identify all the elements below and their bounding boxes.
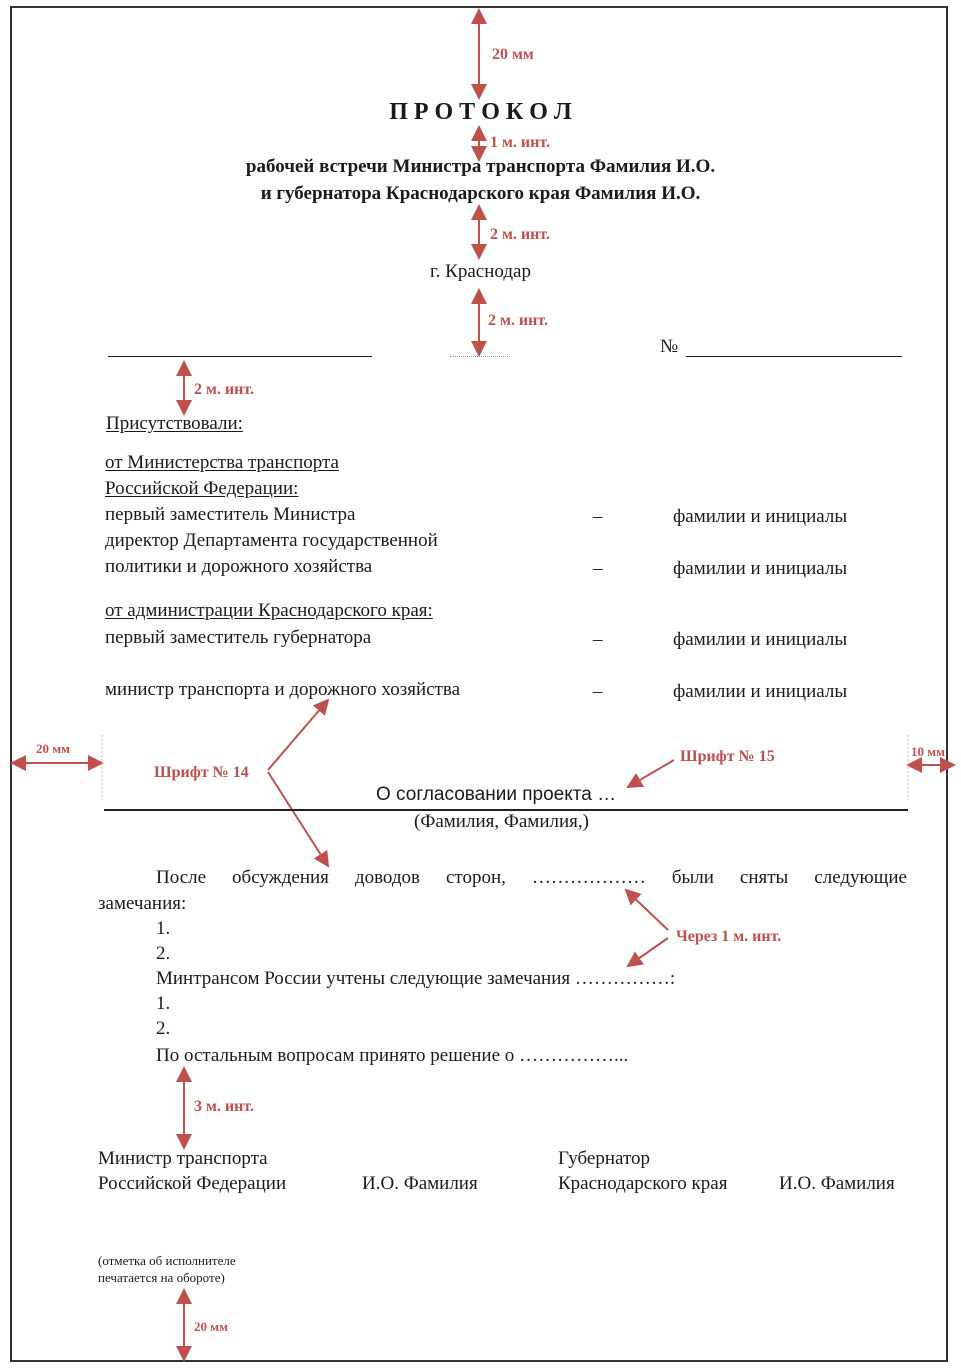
center-dotted-line xyxy=(450,356,510,357)
ministry-row1-title: первый заместитель Министра xyxy=(105,504,356,525)
sign-right-name: И.О. Фамилия xyxy=(779,1173,895,1194)
body-paragraph2: Минтрансом России учтены следующие замечания ……………: xyxy=(156,968,676,989)
region-row1-names: фамилии и инициалы xyxy=(673,629,848,650)
body-paragraph1-line1: После обсуждения доводов сторон, ……………… были сняты следующие xyxy=(156,867,907,888)
list1-item1: 1. xyxy=(156,918,171,939)
annotation-font14: Шрифт № 14 xyxy=(154,764,249,781)
ministry-header-line2: Российской Федерации: xyxy=(105,478,299,499)
executor-note-line2: печатается на обороте) xyxy=(98,1270,225,1285)
ministry-row1-names: фамилии и инициалы xyxy=(673,506,848,527)
executor-note-line1: (отметка об исполнителе xyxy=(98,1253,236,1268)
ministry-row2-names: фамилии и инициалы xyxy=(673,558,848,579)
protocol-title: П Р О Т О К О Л xyxy=(389,99,572,125)
topic-title: О согласовании проекта … xyxy=(376,784,617,805)
list2-item2: 2. xyxy=(156,1018,171,1039)
sign-left-line1: Министр транспорта xyxy=(98,1148,268,1169)
ministry-row2-title-line1: директор Департамента государственной xyxy=(105,530,438,551)
annotation-through-one: Через 1 м. инт. xyxy=(676,928,782,945)
attended-heading: Присутствовали: xyxy=(106,413,243,434)
date-line xyxy=(108,356,372,357)
annotation-font15: Шрифт № 15 xyxy=(680,748,775,765)
region-row1-title: первый заместитель губернатора xyxy=(105,627,372,648)
annotation-two-int-b: 2 м. инт. xyxy=(488,312,548,329)
ministry-row2-dash: – xyxy=(593,558,603,579)
region-header: от администрации Краснодарского края: xyxy=(105,600,433,621)
sign-left-line2: Российской Федерации xyxy=(98,1173,287,1194)
region-row2-title: министр транспорта и дорожного хозяйства xyxy=(105,679,461,700)
annotation-right-margin: 10 мм xyxy=(911,744,945,759)
annotation-three-int: 3 м. инт. xyxy=(194,1098,254,1115)
sign-left-name: И.О. Фамилия xyxy=(362,1173,478,1194)
number-sign: № xyxy=(660,336,679,357)
protocol-subtitle-line2: и губернатора Краснодарского края Фамилия И.О. xyxy=(260,183,701,204)
region-row1-dash: – xyxy=(593,629,603,650)
list2-item1: 1. xyxy=(156,993,171,1014)
region-row2-names: фамилии и инициалы xyxy=(673,681,848,702)
sign-right-line1: Губернатор xyxy=(558,1148,651,1169)
annotation-top-margin: 20 мм xyxy=(492,46,534,63)
annotation-left-margin: 20 мм xyxy=(36,741,70,756)
protocol-subtitle-line1: рабочей встречи Министра транспорта Фамилия И.О. xyxy=(245,156,716,177)
annotation-bottom-margin: 20 мм xyxy=(194,1319,228,1334)
list1-item2: 2. xyxy=(156,943,171,964)
body-paragraph3: По остальным вопросам принято решение о ……………... xyxy=(156,1045,629,1066)
annotation-two-int-a: 2 м. инт. xyxy=(490,226,550,243)
region-row2-dash: – xyxy=(593,681,603,702)
ministry-header-line1: от Министерства транспорта xyxy=(105,452,339,473)
sign-right-line2: Краснодарского края xyxy=(558,1173,728,1194)
annotation-one-int: 1 м. инт. xyxy=(490,134,550,151)
topic-names: (Фамилия, Фамилия,) xyxy=(414,811,589,832)
number-line xyxy=(686,356,902,357)
city: г. Краснодар xyxy=(430,261,531,282)
body-paragraph1-line2: замечания: xyxy=(98,893,187,914)
ministry-row1-dash: – xyxy=(593,506,603,527)
annotation-two-int-c: 2 м. инт. xyxy=(194,381,254,398)
ministry-row2-title-line2: политики и дорожного хозяйства xyxy=(105,556,373,577)
